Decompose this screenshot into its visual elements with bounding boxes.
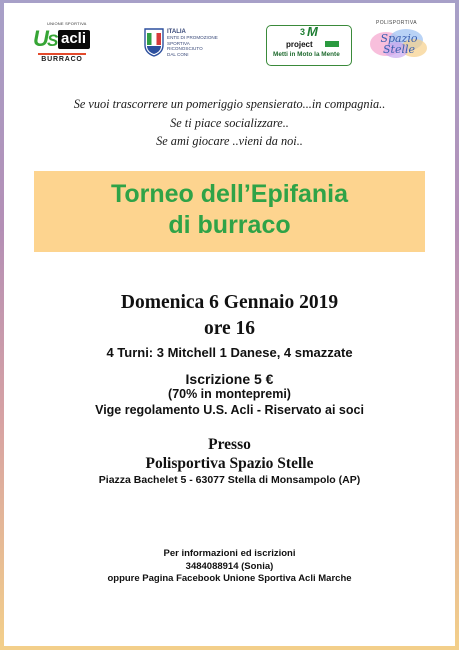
contact-line-1: Per informazioni ed iscrizioni xyxy=(163,548,296,559)
event-fee: Iscrizione 5 € xyxy=(185,371,274,387)
italia-ente-logo xyxy=(144,27,224,67)
spazio-name xyxy=(370,33,428,55)
italia-text xyxy=(167,30,227,57)
intro-line-2: Se ti piace socializzare.. xyxy=(170,115,289,130)
spazio-name-1: Spazio xyxy=(380,32,418,45)
us-acli-u: U xyxy=(33,26,49,51)
3m-slogan: Metti in Moto la Mente xyxy=(273,51,340,58)
italia-shield-icon xyxy=(144,27,164,57)
3m-green-tag xyxy=(325,41,339,47)
logo-bar xyxy=(0,20,459,78)
title-line-2: di burraco xyxy=(168,211,291,239)
us-acli-logo xyxy=(33,20,91,70)
event-prize-note: (70% in montepremi) xyxy=(168,387,291,401)
contact-facebook: oppure Pagina Facebook Unione Sportiva Acli Marche xyxy=(107,573,352,584)
italia-line5: DAL CONI xyxy=(167,51,189,57)
event-rounds: 4 Turni: 3 Mitchell 1 Danese, 4 smazzate xyxy=(106,345,353,360)
us-acli-mark xyxy=(33,26,89,52)
event-time: ore 16 xyxy=(203,318,256,339)
us-acli-word: acli xyxy=(58,30,90,49)
venue-address: Piazza Bachelet 5 - 63077 Stella di Monsampolo (AP) xyxy=(98,474,361,486)
italia-line3: SPORTIVA xyxy=(167,40,190,46)
3m-letter: M xyxy=(307,24,318,39)
event-rules: Vige regolamento U.S. Acli - Riservato ai soci xyxy=(95,403,364,417)
spazio-stelle-logo xyxy=(366,20,432,64)
spazio-name-2: Stelle xyxy=(382,43,415,56)
us-acli-burraco: BURRACO xyxy=(38,53,86,65)
intro-line-3: Se ami giocare ..vieni da noi.. xyxy=(156,134,303,148)
spazio-top-text: POLISPORTIVA xyxy=(376,20,418,26)
3m-project-logo xyxy=(266,25,352,66)
title-banner xyxy=(34,171,425,252)
venue-presso: Presso xyxy=(208,436,251,453)
intro-text xyxy=(0,95,459,151)
italia-line4: RICONOSCIUTO xyxy=(167,46,203,52)
us-acli-top-text: UNIONE SPORTIVA xyxy=(47,21,87,26)
italia-line1: ITALIA xyxy=(167,29,186,35)
event-date: Domenica 6 Gennaio 2019 xyxy=(120,292,339,313)
us-acli-s: S xyxy=(47,31,59,50)
intro-line-1: Se vuoi trascorrere un pomeriggio spensierato...in compagnia.. xyxy=(73,97,386,111)
italia-line2: ENTE DI PROMOZIONE xyxy=(167,35,218,41)
contact-phone: 3484088914 (Sonia) xyxy=(185,561,274,572)
venue-name: Polisportiva Spazio Stelle xyxy=(145,455,314,472)
3m-number: 3 xyxy=(300,27,306,37)
title-line-1: Torneo dell’Epifania xyxy=(110,180,349,208)
3m-project-word: project xyxy=(286,40,313,49)
